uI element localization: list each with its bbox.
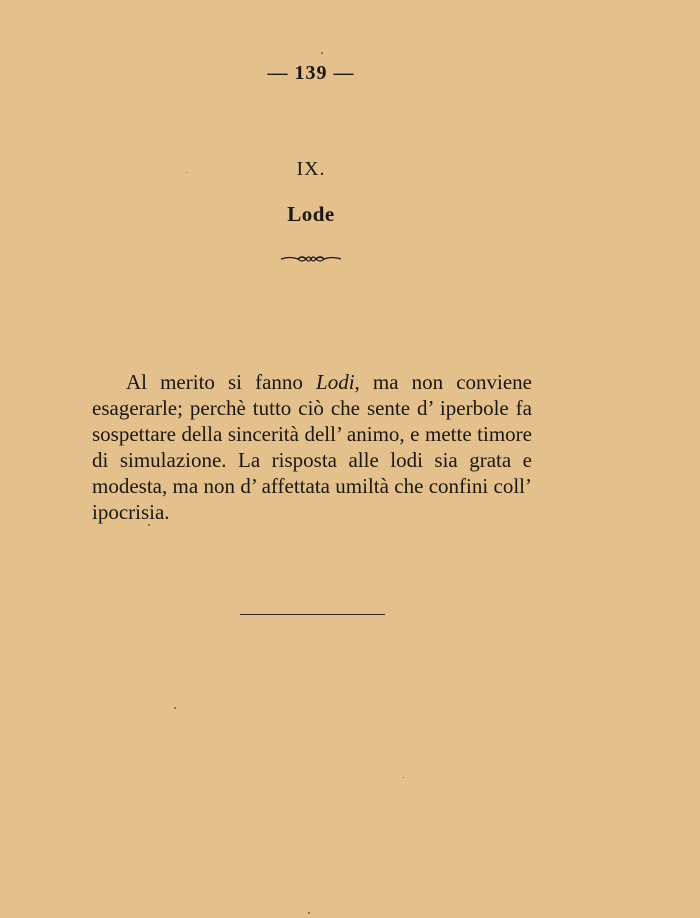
page-number: — 139 — bbox=[267, 62, 355, 84]
paper-speck bbox=[148, 524, 150, 526]
chapter-title: Lode bbox=[287, 202, 335, 226]
end-rule bbox=[240, 614, 385, 615]
paragraph-text-start: Al merito si fanno bbox=[126, 370, 317, 394]
paper-speck bbox=[186, 172, 187, 173]
chapter-numeral: IX. bbox=[296, 158, 326, 180]
paper-speck bbox=[174, 707, 176, 709]
paper-speck bbox=[403, 777, 404, 778]
paper-speck bbox=[308, 912, 310, 914]
italic-word: Lodi bbox=[316, 370, 355, 394]
ornament-flourish-icon bbox=[280, 252, 342, 266]
paper-speck bbox=[321, 52, 323, 54]
body-paragraph bbox=[92, 369, 532, 525]
paragraph-text-rest: , ma non conviene esagerarle; perchè tutto ciò che sente d’ iperbole fa sospettare della sincerità dell’ animo, e mette timore di simulazione. La risposta alle lodi sia grata e modesta, ma non d’ affettata umiltà che confini coll’ ipocrisia. bbox=[92, 370, 533, 524]
